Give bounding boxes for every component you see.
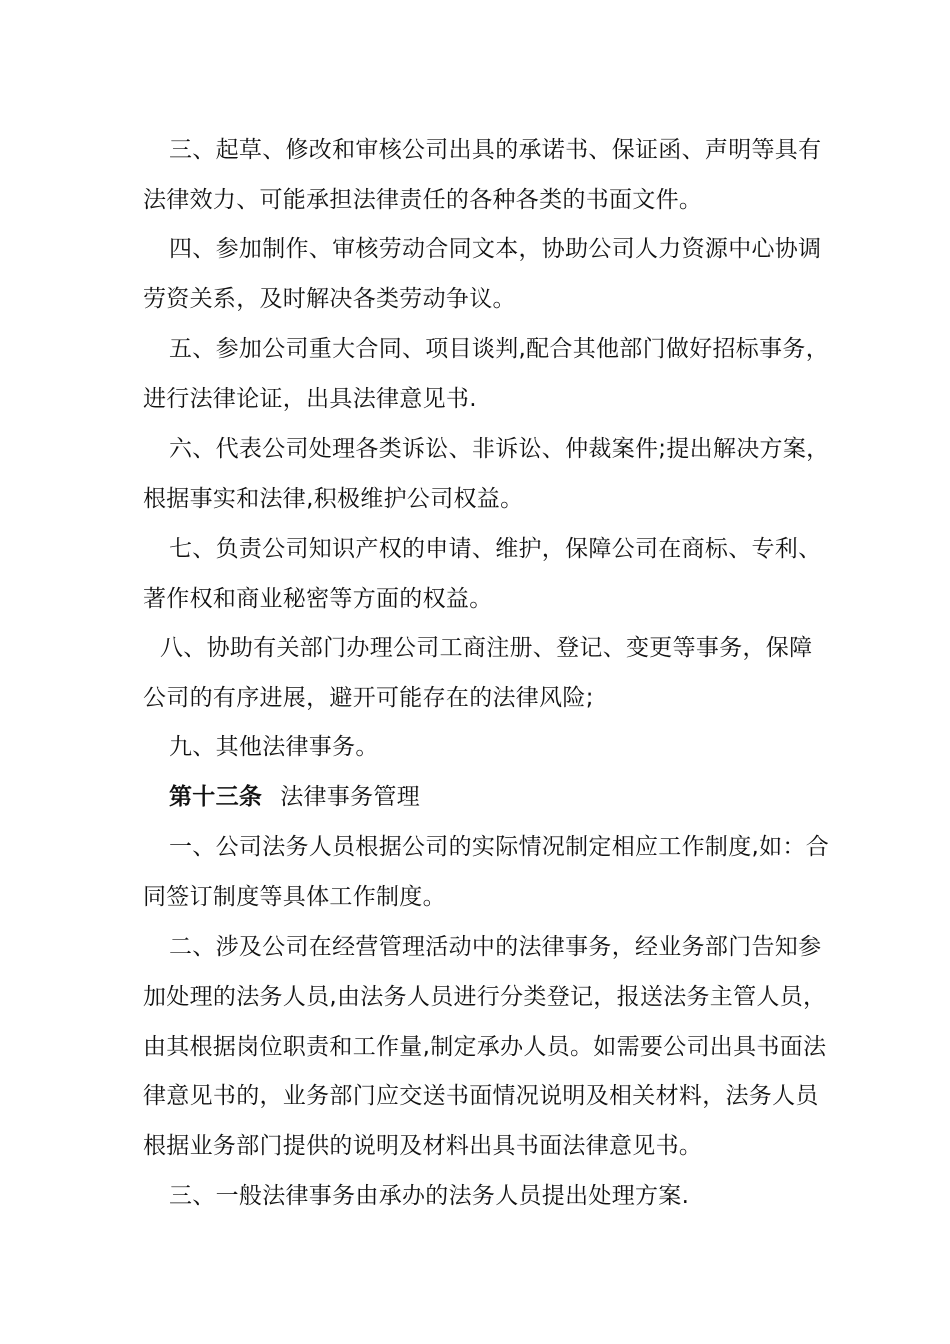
paragraph-line: 公司的有序进展，避开可能存在的法律风险; bbox=[143, 685, 594, 711]
paragraph-line: 三、起草、修改和审核公司出具的承诺书、保证函、声明等具有 bbox=[169, 137, 822, 163]
paragraph-line: 七、负责公司知识产权的申请、维护，保障公司在商标、专利、 bbox=[169, 536, 822, 562]
article-heading bbox=[169, 779, 849, 815]
paragraph-line: 一、公司法务人员根据公司的实际情况制定相应工作制度,如：合 bbox=[169, 834, 830, 860]
paragraph-line: 著作权和商业秘密等方面的权益。 bbox=[143, 586, 493, 612]
article-number: 第十三条 bbox=[169, 784, 263, 810]
paragraph-line: 九、其他法律事务。 bbox=[169, 734, 379, 760]
paragraph-line: 四、参加制作、审核劳动合同文本，协助公司人力资源中心协调 bbox=[169, 236, 822, 262]
paragraph-line: 二、涉及公司在经营管理活动中的法律事务，经业务部门告知参 bbox=[169, 934, 822, 960]
paragraph-line: 加处理的法务人员,由法务人员进行分类登记，报送法务主管人员， bbox=[143, 984, 827, 1010]
paragraph-line: 由其根据岗位职责和工作量,制定承办人员。如需要公司出具书面法 bbox=[143, 1034, 827, 1060]
paragraph-line: 三、一般法律事务由承办的法务人员提出处理方案. bbox=[169, 1183, 690, 1209]
paragraph-line: 进行法律论证，出具法律意见书. bbox=[143, 386, 477, 412]
paragraph-line: 六、代表公司处理各类诉讼、非诉讼、仲裁案件;提出解决方案， bbox=[169, 436, 830, 462]
paragraph-line: 八、协助有关部门办理公司工商注册、登记、变更等事务，保障 bbox=[160, 635, 813, 661]
paragraph-line: 根据业务部门提供的说明及材料出具书面法律意见书。 bbox=[143, 1133, 703, 1159]
article-title: 法律事务管理 bbox=[280, 784, 421, 810]
paragraph-line: 劳资关系，及时解决各类劳动争议。 bbox=[143, 286, 516, 312]
paragraph-line: 律意见书的，业务部门应交送书面情况说明及相关材料，法务人员 bbox=[143, 1083, 819, 1109]
paragraph-line: 五、参加公司重大合同、项目谈判,配合其他部门做好招标事务， bbox=[169, 336, 830, 362]
paragraph-line: 法律效力、可能承担法律责任的各种各类的书面文件。 bbox=[143, 187, 703, 213]
paragraph-line: 同签订制度等具体工作制度。 bbox=[143, 884, 446, 910]
paragraph-line: 根据事实和法律,积极维护公司权益。 bbox=[143, 486, 524, 512]
